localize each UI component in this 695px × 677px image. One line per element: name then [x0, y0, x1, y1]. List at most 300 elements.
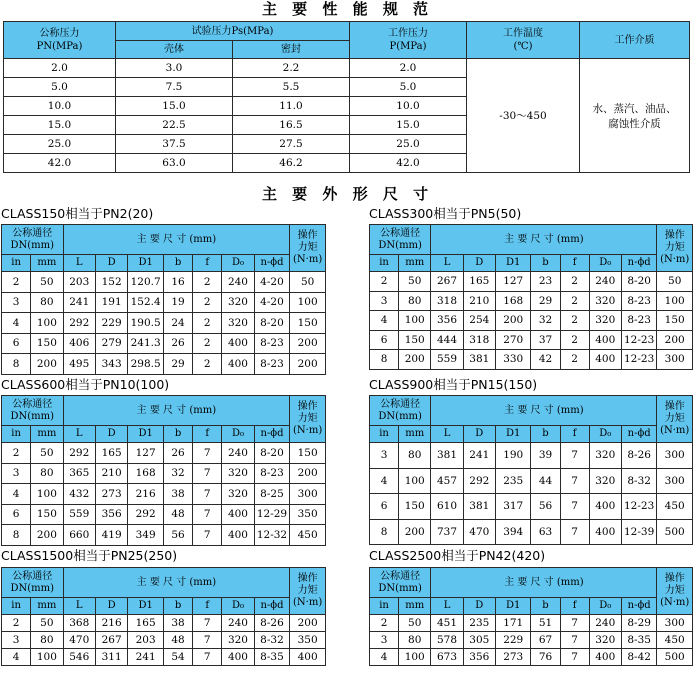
- cell-torque: 350: [290, 632, 326, 649]
- cell-bolts: 8-23: [254, 333, 290, 354]
- cell-shell: 7.5: [116, 78, 233, 97]
- col-b: b: [531, 255, 560, 272]
- col-f: f: [560, 426, 589, 443]
- cell-seal: 16.5: [233, 116, 350, 135]
- col-in: in: [370, 426, 399, 443]
- cell-bolts: 8-23: [621, 311, 657, 331]
- cell-torque: 450: [657, 632, 693, 649]
- table-row: [370, 519, 693, 545]
- col-d1: D1: [495, 598, 531, 615]
- cell-l: 559: [431, 350, 463, 370]
- cell-in: 4: [370, 311, 399, 331]
- header-nominal-diameter: 公称通径 DN(mm): [370, 396, 431, 426]
- cell-bolts: 12-32: [254, 525, 290, 546]
- cell-l: 406: [63, 333, 95, 354]
- cell-in: 6: [2, 333, 31, 354]
- col-b: b: [531, 426, 560, 443]
- cell-mm: 200: [31, 354, 63, 375]
- dimension-table: [369, 395, 693, 545]
- cell-d: 191: [95, 292, 127, 313]
- cell-d1: 168: [495, 291, 531, 311]
- header-main-dimensions: 主 要 尺 寸 (mm): [63, 568, 290, 598]
- cell-b: 29: [163, 354, 192, 375]
- cell-f: 2: [193, 292, 222, 313]
- col-b: b: [163, 255, 192, 272]
- cell-mm: 200: [399, 519, 431, 545]
- header-main-dimensions: 主 要 尺 寸 (mm): [431, 568, 657, 598]
- cell-d1: 330: [495, 350, 531, 370]
- cell-mm: 50: [31, 443, 63, 464]
- header-torque: 操作 力矩 (N·m): [290, 225, 326, 272]
- table-row: [370, 649, 693, 666]
- table-row: [2, 463, 326, 484]
- cell-d0: 400: [222, 333, 254, 354]
- cell-f: 7: [193, 463, 222, 484]
- cell-d0: 400: [222, 504, 254, 525]
- cell-d: 356: [463, 649, 495, 666]
- cell-b: 16: [163, 272, 192, 293]
- cell-d0: 240: [222, 615, 254, 632]
- col-d0: D₀: [222, 255, 254, 272]
- cell-working: 2.0: [350, 59, 467, 78]
- cell-mm: 100: [399, 468, 431, 494]
- cell-f: 2: [193, 333, 222, 354]
- cell-d1: 298.5: [128, 354, 164, 375]
- cell-torque: 300: [657, 350, 693, 370]
- cell-d: 216: [95, 615, 127, 632]
- col-d: D: [95, 426, 127, 443]
- table-row: [2, 615, 326, 632]
- header-working-pressure: 工作压力 P(MPa): [350, 22, 467, 59]
- cell-mm: 50: [31, 272, 63, 293]
- cell-l: 241: [63, 292, 95, 313]
- cell-bolts: 8-25: [254, 484, 290, 505]
- cell-f: 7: [560, 468, 589, 494]
- cell-nominal: 42.0: [4, 154, 116, 173]
- cell-mm: 80: [31, 463, 63, 484]
- table-row: [2, 313, 326, 334]
- col-n-phi-d: n-ϕd: [254, 598, 290, 615]
- cell-seal: 46.2: [233, 154, 350, 173]
- cell-l: 559: [63, 504, 95, 525]
- cell-b: 32: [531, 311, 560, 331]
- cell-mm: 80: [399, 632, 431, 649]
- header-shell: 壳体: [116, 41, 233, 59]
- cell-nominal: 10.0: [4, 97, 116, 116]
- table-row: [2, 272, 326, 293]
- cell-f: 7: [560, 649, 589, 666]
- cell-in: 8: [2, 354, 31, 375]
- table-row: [2, 333, 326, 354]
- cell-in: 6: [2, 504, 31, 525]
- col-d0: D₀: [222, 426, 254, 443]
- col-l: L: [63, 598, 95, 615]
- header-main-dimensions: 主 要 尺 寸 (mm): [63, 396, 290, 426]
- col-in: in: [2, 426, 31, 443]
- cell-d0: 240: [589, 272, 621, 292]
- header-torque: 操作 力矩 (N·m): [657, 396, 693, 443]
- cell-bolts: 12-39: [621, 519, 657, 545]
- cell-l: 292: [63, 313, 95, 334]
- cell-l: 292: [63, 443, 95, 464]
- cell-mm: 200: [31, 525, 63, 546]
- cell-mm: 80: [31, 632, 63, 649]
- cell-in: 8: [370, 519, 399, 545]
- cell-b: 63: [531, 519, 560, 545]
- cell-torque: 300: [657, 468, 693, 494]
- cell-bolts: 8-42: [621, 649, 657, 666]
- col-f: f: [560, 598, 589, 615]
- table-row: [2, 525, 326, 546]
- cell-b: 26: [163, 443, 192, 464]
- cell-d1: 317: [495, 494, 531, 520]
- cell-d: 229: [95, 313, 127, 334]
- cell-working: 10.0: [350, 97, 467, 116]
- header-main-dimensions: 主 要 尺 寸 (mm): [431, 225, 657, 255]
- col-l: L: [431, 426, 463, 443]
- table-row: [2, 632, 326, 649]
- cell-d: 267: [95, 632, 127, 649]
- cell-d1: 241: [128, 649, 164, 666]
- cell-in: 2: [2, 272, 31, 293]
- cell-d0: 240: [222, 272, 254, 293]
- cell-seal: 2.2: [233, 59, 350, 78]
- cell-d: 210: [95, 463, 127, 484]
- col-d1: D1: [495, 255, 531, 272]
- cell-f: 7: [193, 615, 222, 632]
- header-main-dimensions: 主 要 尺 寸 (mm): [431, 396, 657, 426]
- cell-f: 7: [560, 632, 589, 649]
- cell-l: 610: [431, 494, 463, 520]
- medium-line: 腐蚀性介质: [608, 117, 661, 130]
- cell-f: 2: [560, 311, 589, 331]
- cell-d0: 400: [589, 494, 621, 520]
- cell-b: 23: [531, 272, 560, 292]
- cell-d0: 400: [589, 519, 621, 545]
- cell-l: 444: [431, 330, 463, 350]
- cell-d: 279: [95, 333, 127, 354]
- medium-line: 水、蒸汽、油品、: [592, 102, 677, 115]
- cell-d0: 400: [589, 330, 621, 350]
- cell-nominal: 5.0: [4, 78, 116, 97]
- col-l: L: [63, 426, 95, 443]
- cell-f: 2: [560, 350, 589, 370]
- cell-bolts: 12-23: [621, 350, 657, 370]
- dimension-table: [1, 224, 326, 375]
- cell-d1: 127: [128, 443, 164, 464]
- cell-in: 4: [2, 649, 31, 666]
- cell-b: 19: [163, 292, 192, 313]
- col-d1: D1: [128, 426, 164, 443]
- col-d1: D1: [128, 598, 164, 615]
- col-l: L: [431, 255, 463, 272]
- col-f: f: [193, 426, 222, 443]
- table-row: [370, 615, 693, 632]
- cell-f: 2: [193, 354, 222, 375]
- cell-torque: 400: [290, 649, 326, 666]
- cell-torque: 200: [657, 330, 693, 350]
- cell-torque: 450: [657, 494, 693, 520]
- cell-l: 470: [63, 632, 95, 649]
- cell-bolts: 8-20: [254, 313, 290, 334]
- cell-d1: 190: [495, 443, 531, 469]
- cell-b: 26: [163, 333, 192, 354]
- table-row: [370, 468, 693, 494]
- cell-b: 54: [163, 649, 192, 666]
- cell-b: 38: [163, 484, 192, 505]
- cell-mm: 150: [399, 494, 431, 520]
- cell-nominal: 15.0: [4, 116, 116, 135]
- col-mm: mm: [31, 598, 63, 615]
- cell-d1: 270: [495, 330, 531, 350]
- cell-torque: 350: [290, 504, 326, 525]
- cell-d: 165: [95, 443, 127, 464]
- col-b: b: [163, 598, 192, 615]
- cell-f: 7: [560, 615, 589, 632]
- cell-shell: 37.5: [116, 135, 233, 154]
- col-mm: mm: [31, 255, 63, 272]
- cell-b: 67: [531, 632, 560, 649]
- cell-b: 44: [531, 468, 560, 494]
- cell-f: 7: [193, 443, 222, 464]
- cell-f: 7: [193, 525, 222, 546]
- table-row: [2, 354, 326, 375]
- cell-mm: 100: [31, 649, 63, 666]
- cell-b: 48: [163, 632, 192, 649]
- cell-bolts: 4-20: [254, 272, 290, 293]
- col-d: D: [95, 255, 127, 272]
- cell-f: 7: [193, 632, 222, 649]
- cell-d: 343: [95, 354, 127, 375]
- cell-mm: 80: [399, 291, 431, 311]
- table-row: [370, 494, 693, 520]
- cell-seal: 11.0: [233, 97, 350, 116]
- cell-f: 7: [193, 504, 222, 525]
- cell-d0: 400: [589, 649, 621, 666]
- cell-mm: 100: [399, 649, 431, 666]
- cell-mm: 100: [399, 311, 431, 331]
- cell-working: 42.0: [350, 154, 467, 173]
- cell-d1: 273: [495, 649, 531, 666]
- table-row: [2, 649, 326, 666]
- cell-l: 737: [431, 519, 463, 545]
- col-mm: mm: [399, 598, 431, 615]
- table-row: [2, 292, 326, 313]
- cell-torque: 300: [290, 484, 326, 505]
- header-nominal-diameter: 公称通径 DN(mm): [370, 225, 431, 255]
- cell-d0: 320: [222, 632, 254, 649]
- header-torque: 操作 力矩 (N·m): [657, 568, 693, 615]
- col-d0: D₀: [589, 598, 621, 615]
- cell-bolts: 8-23: [254, 354, 290, 375]
- cell-in: 6: [370, 494, 399, 520]
- cell-working: 5.0: [350, 78, 467, 97]
- cell-b: 39: [531, 443, 560, 469]
- cell-bolts: 8-26: [621, 443, 657, 469]
- cell-shell: 3.0: [116, 59, 233, 78]
- cell-bolts: 8-23: [621, 291, 657, 311]
- cell-d1: 165: [128, 615, 164, 632]
- table-row: [370, 311, 693, 331]
- cell-in: 3: [370, 291, 399, 311]
- cell-d0: 240: [222, 443, 254, 464]
- cell-d: 470: [463, 519, 495, 545]
- cell-f: 2: [560, 272, 589, 292]
- cell-f: 2: [193, 313, 222, 334]
- cell-mm: 150: [399, 330, 431, 350]
- cell-bolts: 8-26: [254, 615, 290, 632]
- cell-l: 432: [63, 484, 95, 505]
- header-torque: 操作 力矩 (N·m): [290, 568, 326, 615]
- cell-working: 25.0: [350, 135, 467, 154]
- table-row: [4, 59, 690, 78]
- cell-mm: 80: [31, 292, 63, 313]
- cell-bolts: 12-23: [621, 494, 657, 520]
- cell-d1: 292: [128, 504, 164, 525]
- cell-d: 356: [95, 504, 127, 525]
- cell-b: 37: [531, 330, 560, 350]
- table-row: [370, 350, 693, 370]
- cell-torque: 300: [657, 443, 693, 469]
- cell-torque: 200: [290, 333, 326, 354]
- col-f: f: [193, 255, 222, 272]
- section-title: CLASS300相当于PN5(50): [369, 206, 522, 221]
- header-nominal-pressure: 公称压力 PN(MPa): [4, 22, 116, 59]
- section-title: CLASS2500相当于PN42(420): [369, 548, 546, 563]
- cell-in: 8: [370, 350, 399, 370]
- cell-l: 578: [431, 632, 463, 649]
- cell-bolts: 8-35: [621, 632, 657, 649]
- cell-f: 7: [560, 443, 589, 469]
- cell-mm: 150: [31, 333, 63, 354]
- cell-mm: 100: [31, 484, 63, 505]
- cell-shell: 63.0: [116, 154, 233, 173]
- cell-d0: 320: [589, 443, 621, 469]
- header-seal: 密封: [233, 41, 350, 59]
- col-n-phi-d: n-ϕd: [254, 426, 290, 443]
- cell-torque: 450: [290, 525, 326, 546]
- cell-in: 4: [370, 649, 399, 666]
- cell-l: 368: [63, 615, 95, 632]
- cell-d: 305: [463, 632, 495, 649]
- cell-d0: 320: [222, 313, 254, 334]
- cell-d0: 400: [222, 649, 254, 666]
- cell-d1: 127: [495, 272, 531, 292]
- cell-d: 241: [463, 443, 495, 469]
- cell-torque: 50: [657, 272, 693, 292]
- col-d: D: [463, 426, 495, 443]
- dimension-table: [1, 395, 326, 546]
- dimension-table: [369, 567, 693, 666]
- cell-in: 3: [370, 443, 399, 469]
- cell-d0: 400: [589, 350, 621, 370]
- cell-d: 292: [463, 468, 495, 494]
- header-test-pressure: 试验压力Ps(MPa): [116, 22, 350, 41]
- cell-b: 32: [163, 463, 192, 484]
- cell-b: 76: [531, 649, 560, 666]
- cell-mm: 80: [399, 443, 431, 469]
- cell-d1: 190.5: [128, 313, 164, 334]
- cell-l: 495: [63, 354, 95, 375]
- cell-d: 152: [95, 272, 127, 293]
- cell-l: 451: [431, 615, 463, 632]
- cell-d1: 200: [495, 311, 531, 331]
- cell-bolts: 8-35: [254, 649, 290, 666]
- cell-bolts: 8-32: [254, 632, 290, 649]
- cell-nominal: 25.0: [4, 135, 116, 154]
- cell-bolts: 12-23: [621, 330, 657, 350]
- cell-mm: 200: [399, 350, 431, 370]
- col-f: f: [560, 255, 589, 272]
- cell-d: 311: [95, 649, 127, 666]
- header-main-dimensions: 主 要 尺 寸 (mm): [63, 225, 290, 255]
- dimensions-title: 主 要 外 形 尺 寸: [261, 185, 434, 203]
- cell-d1: 216: [128, 484, 164, 505]
- cell-bolts: 8-20: [254, 443, 290, 464]
- col-d0: D₀: [589, 426, 621, 443]
- cell-in: 4: [370, 468, 399, 494]
- cell-b: 29: [531, 291, 560, 311]
- header-nominal-diameter: 公称通径 DN(mm): [2, 396, 64, 426]
- table-row: [2, 484, 326, 505]
- cell-bolts: 8-20: [621, 272, 657, 292]
- cell-d1: 120.7: [128, 272, 164, 293]
- col-d0: D₀: [222, 598, 254, 615]
- cell-torque: 150: [657, 311, 693, 331]
- cell-d: 254: [463, 311, 495, 331]
- cell-l: 365: [63, 463, 95, 484]
- cell-torque: 150: [290, 443, 326, 464]
- cell-d1: 349: [128, 525, 164, 546]
- cell-in: 2: [2, 615, 31, 632]
- cell-b: 42: [531, 350, 560, 370]
- cell-in: 2: [370, 272, 399, 292]
- cell-seal: 5.5: [233, 78, 350, 97]
- table-row: [370, 443, 693, 469]
- cell-l: 457: [431, 468, 463, 494]
- cell-d1: 152.4: [128, 292, 164, 313]
- section-title: CLASS600相当于PN10(100): [1, 377, 170, 392]
- table-row: [2, 504, 326, 525]
- cell-d0: 320: [589, 632, 621, 649]
- col-b: b: [531, 598, 560, 615]
- cell-torque: 500: [657, 519, 693, 545]
- cell-bolts: 4-20: [254, 292, 290, 313]
- cell-in: 3: [2, 292, 31, 313]
- cell-in: 6: [370, 330, 399, 350]
- cell-l: 318: [431, 291, 463, 311]
- cell-torque: 100: [290, 292, 326, 313]
- header-nominal-diameter: 公称通径 DN(mm): [2, 568, 64, 598]
- cell-b: 48: [163, 504, 192, 525]
- cell-torque: 200: [290, 463, 326, 484]
- cell-l: 546: [63, 649, 95, 666]
- cell-working: 15.0: [350, 116, 467, 135]
- col-b: b: [163, 426, 192, 443]
- cell-bolts: 8-23: [254, 463, 290, 484]
- performance-title: 主 要 性 能 规 范: [261, 0, 434, 18]
- section-title: CLASS150相当于PN2(20): [1, 206, 154, 221]
- cell-shell: 15.0: [116, 97, 233, 116]
- dimension-table: [369, 224, 693, 370]
- col-l: L: [431, 598, 463, 615]
- header-nominal-diameter: 公称通径 DN(mm): [2, 225, 64, 255]
- cell-l: 356: [431, 311, 463, 331]
- cell-nominal: 2.0: [4, 59, 116, 78]
- cell-d: 381: [463, 350, 495, 370]
- table-row: [370, 632, 693, 649]
- cell-b: 24: [163, 313, 192, 334]
